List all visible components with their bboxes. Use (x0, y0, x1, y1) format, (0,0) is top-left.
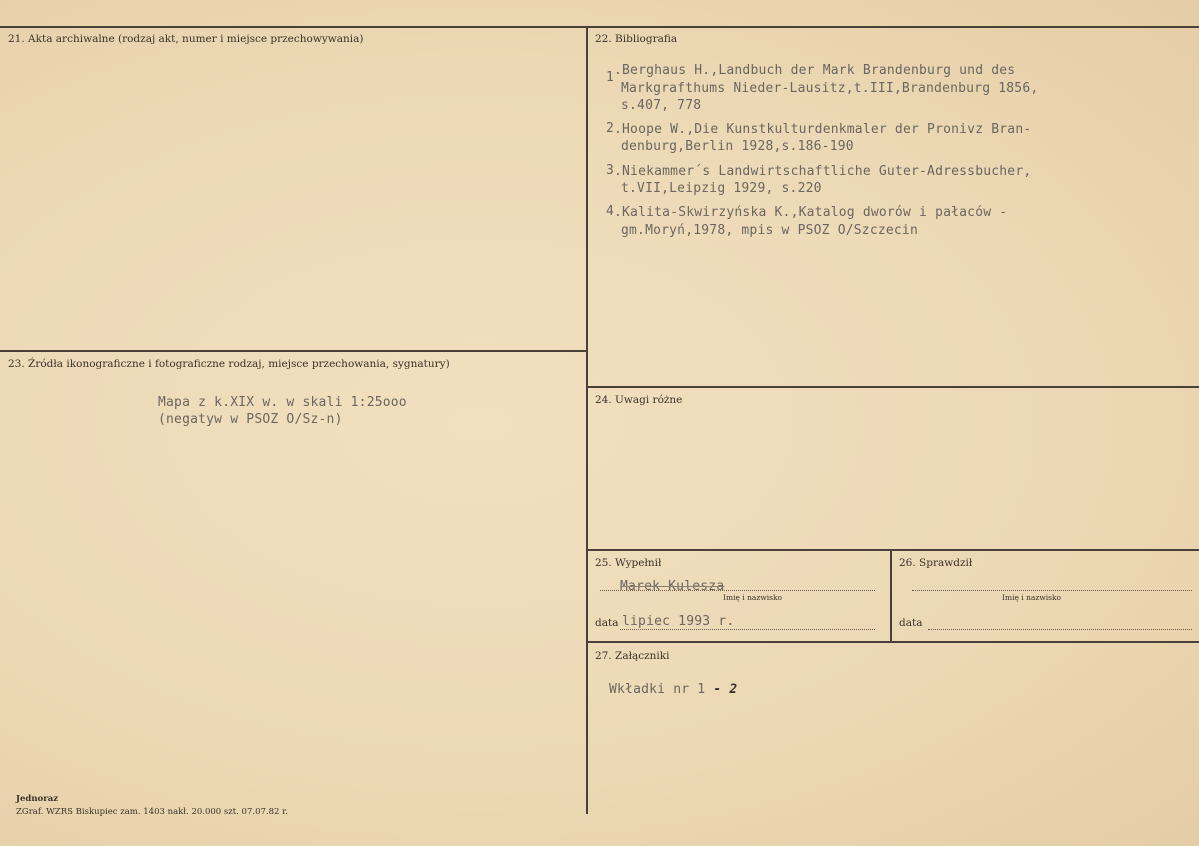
bib-line: denburg,Berlin 1928,s.186-190 (621, 139, 854, 154)
s22-label: 22. Bibliografia (595, 33, 678, 45)
s26-label: 26. Sprawdził (899, 557, 973, 569)
bib-line: .Berghaus H.,Landbuch der Mark Brandenburg und des (614, 63, 1016, 78)
name-caption: Imię i nazwisko (1002, 593, 1062, 602)
attachments-value: Wkładki nr 1 (609, 682, 714, 697)
name-line (600, 590, 875, 591)
center-divider (586, 26, 588, 814)
bib-number: 2 (606, 121, 614, 136)
bib-line: .Niekammer´s Landwirtschaftliche Guter-Adressbucher, (614, 164, 1032, 179)
date-label: data (899, 617, 923, 629)
bib-line: .Hoope W.,Die Kunstkulturdenkmaler der Pronivz Bran- (614, 122, 1032, 137)
s21-label: 21. Akta archiwalne (rodzaj akt, numer i miejsce przechowywania) (8, 33, 364, 45)
s25-s27-divider (587, 641, 1199, 643)
date-line (620, 629, 875, 630)
s24-label: 24. Uwagi różne (595, 394, 683, 406)
s25-s26-divider (890, 549, 892, 642)
s27-label: 27. Załączniki (595, 650, 670, 662)
bib-line: s.407, 778 (621, 98, 702, 113)
bib-line: t.VII,Leipzig 1929, s.220 (621, 181, 822, 196)
bib-number: 3 (606, 163, 614, 178)
bib-line: gm.Moryń,1978, mpis w PSOZ O/Szczecin (621, 223, 918, 238)
footer-print-info: ZGraf. WZRS Biskupiec zam. 1403 nakł. 20.000 szt. 07.07.82 r. (16, 807, 288, 817)
s21-s23-divider (0, 350, 587, 352)
s23-line: (negatyw w PSOZ O/Sz-n) (158, 412, 343, 427)
bib-line: .Kalita-Skwirzyńska K.,Katalog dworów i pałaców - (614, 205, 1008, 220)
footer-title: Jednoraz (16, 794, 59, 804)
attachments-handwritten: - 2 (713, 682, 738, 697)
bib-number: 1 (606, 70, 614, 85)
name-line (912, 590, 1192, 591)
bib-line: Markgrafthums Nieder-Lausitz,t.III,Brandenburg 1856, (621, 81, 1039, 96)
bib-number: 4 (606, 204, 614, 219)
s23-label: 23. Źródła ikonograficzne i fotograficzne rodzaj, miejsce przechowania, sygnatury) (8, 358, 450, 370)
filled-by-name: Marek Kulesza (620, 579, 725, 594)
top-border (0, 26, 1199, 28)
name-caption: Imię i nazwisko (723, 593, 783, 602)
filled-date: lipiec 1993 r. (622, 614, 735, 629)
s23-line: Mapa z k.XIX w. w skali 1:25ooo (158, 395, 407, 410)
attachments-text (609, 681, 737, 699)
date-line (928, 629, 1192, 630)
date-label: data (595, 617, 619, 629)
s22-s24-divider (587, 386, 1199, 388)
s25-label: 25. Wypełnił (595, 557, 662, 569)
s24-s25-divider (587, 549, 1199, 551)
